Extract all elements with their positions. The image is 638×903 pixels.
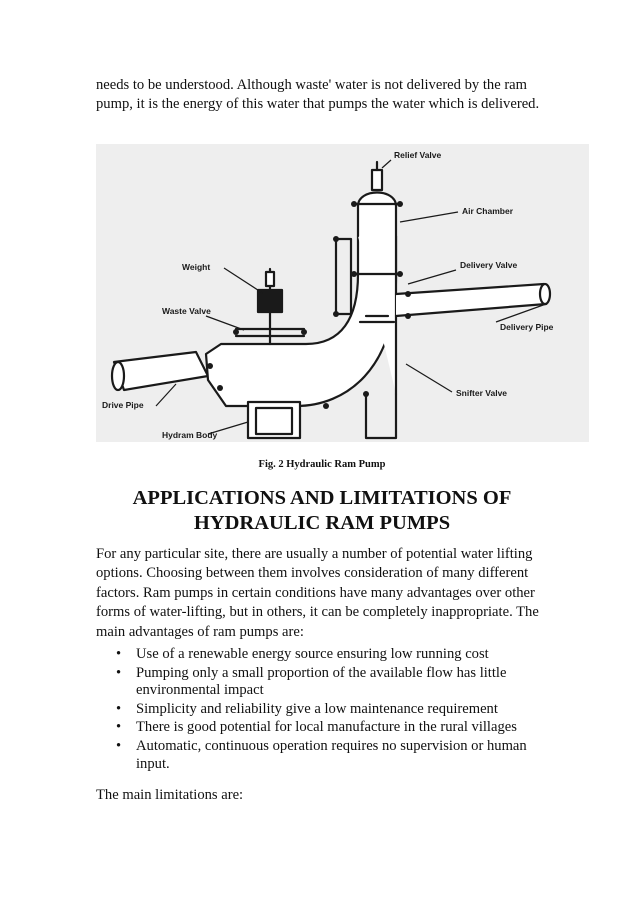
- pump-diagram: [96, 144, 589, 442]
- list-item: [116, 646, 556, 664]
- label-relief-valve: Relief Valve: [394, 150, 442, 160]
- bullet-icon: •: [116, 646, 122, 662]
- figure-caption: Fig. 2 Hydraulic Ram Pump: [258, 459, 386, 470]
- advantages-list: [116, 646, 556, 774]
- bullet-icon: •: [116, 664, 122, 681]
- section-heading-line-2: HYDRAULIC RAM PUMPS: [193, 512, 451, 534]
- body-paragraph: For any particular site, there are usually a number of potential water lifting options. Choosing between them involves consideration of many different factors. Ram pumps in certain conditions have many advantages over other forms of water-lifting, but in others, it can be completely inappropriate. The main advantages of ram pumps are:: [96, 546, 539, 640]
- list-item-text: Use of a renewable energy source ensuring low running cost: [136, 646, 489, 662]
- list-item: [116, 665, 556, 700]
- label-air-chamber: Air Chamber: [462, 206, 514, 216]
- bullet-icon: •: [116, 719, 122, 736]
- label-snifter-valve: Snifter Valve: [456, 388, 508, 398]
- label-delivery-valve: Delivery Valve: [460, 260, 518, 270]
- intro-paragraph: needs to be understood. Although waste' water is not delivered by the ram pump, it is the energy of this water that pumps the water which is delivered.: [96, 77, 540, 113]
- label-weight: Weight: [182, 262, 211, 272]
- list-item: [116, 738, 556, 773]
- bullet-icon: •: [116, 737, 122, 754]
- label-delivery-pipe: Delivery Pipe: [500, 322, 554, 332]
- list-item-text: There is good potential for local manufacture in the rural villages: [136, 719, 517, 736]
- bullet-icon: •: [116, 700, 122, 717]
- section-heading: [96, 486, 548, 536]
- limitations-paragraph: The main limitations are:: [96, 787, 244, 803]
- hydraulic-ram-pump-figure: [96, 144, 589, 442]
- label-waste-valve: Waste Valve: [162, 306, 211, 316]
- label-drive-pipe: Drive Pipe: [102, 400, 144, 410]
- list-item-text: Automatic, continuous operation requires no supervision or human input.: [136, 737, 527, 772]
- list-item: [116, 701, 556, 719]
- list-item: [116, 719, 556, 737]
- list-item-text: Simplicity and reliability give a low maintenance requirement: [136, 700, 498, 717]
- label-hydram-body: Hydram Body: [162, 430, 218, 440]
- section-heading-line-1: APPLICATIONS AND LIMITATIONS OF: [132, 487, 512, 509]
- list-item-text: Pumping only a small proportion of the available flow has little environmental impact: [136, 664, 507, 699]
